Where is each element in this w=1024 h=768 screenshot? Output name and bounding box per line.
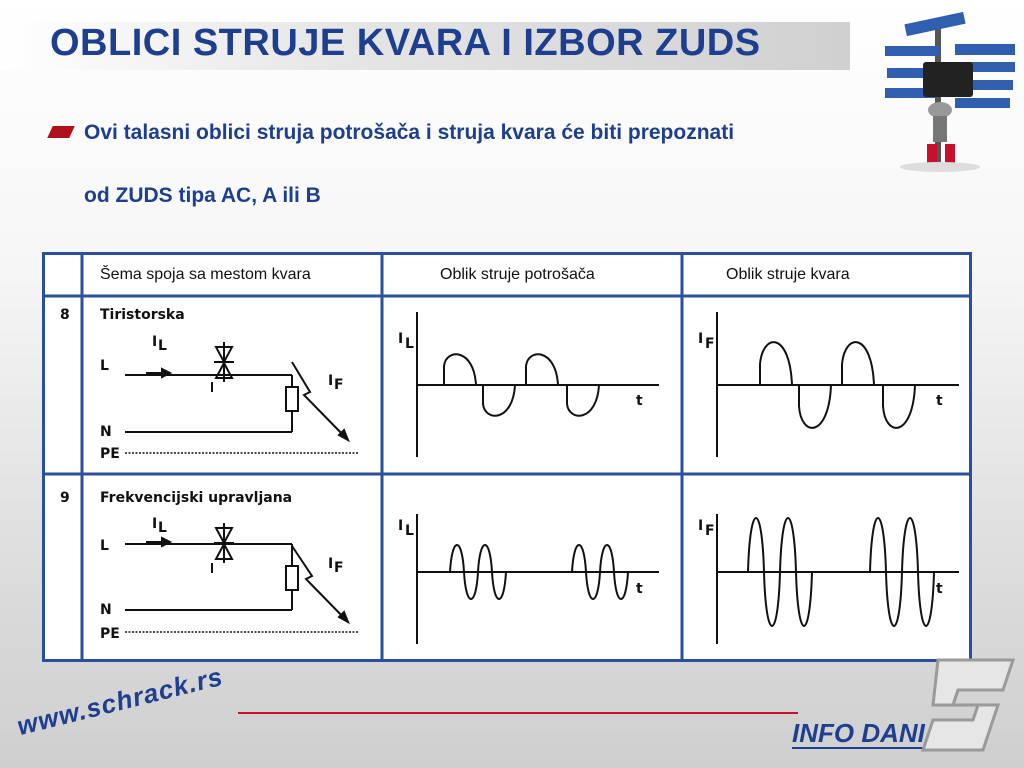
row-9-if-sub: F [334,560,344,576]
row-8-load-axis-sub: L [405,336,414,352]
row-8-il-label: I [152,334,158,350]
row-9-fault-axis-sub: F [705,523,715,539]
row-8-number: 8 [60,307,70,323]
row-8-pe-label: PE [100,446,120,462]
bullet-marker [47,126,75,138]
footer-url-link[interactable]: www.schrack.rs [14,660,227,742]
slide-title: OBLICI STRUJE KVARA I IZBOR ZUDS [50,22,761,64]
header-fault-current: Oblik struje kvara [726,266,850,283]
row-8-load-t-label: t [636,393,643,409]
row-8-il-sub: L [158,338,167,354]
row-9-load-axis-sub: L [405,523,414,539]
brand-text: INFO DANI [792,718,925,748]
table-grid [42,252,972,662]
row-8-l-label: L [100,358,109,374]
row-9-fault-t-label: t [936,581,943,597]
row-9-l-label: L [100,538,109,554]
schrack-s-logo-icon [918,650,1018,760]
row-8-title: Tiristorska [100,307,185,323]
header-load-current: Oblik struje potrošača [440,266,595,283]
info-dani-logo [788,714,938,754]
row-8-if-sub: F [334,377,344,393]
row-9-load-axis-label: I [398,518,404,534]
row-9-title: Frekvencijski upravljana [100,490,293,506]
row-9-if-label: I [328,556,334,572]
row-8-fault-t-label: t [936,393,943,409]
row-9-fault-axis-label: I [698,518,704,534]
header-circuit-diagram: Šema spoja sa mestom kvara [100,266,311,283]
bullet-text-line-2: od ZUDS tipa AC, A ili B [84,184,321,207]
row-9-il-label: I [152,516,158,532]
row-8-n-label: N [100,424,112,440]
footer-divider [238,712,798,714]
row-8-if-label: I [328,373,334,389]
row-8-fault-axis-sub: F [705,336,715,352]
waveform-table [42,252,972,662]
row-9-n-label: N [100,602,112,618]
row-9-il-sub: L [158,520,167,536]
row-9-pe-label: PE [100,626,120,642]
row-9-load-t-label: t [636,581,643,597]
mascot-signpost-illustration [875,12,1020,172]
row-8-load-axis-label: I [398,331,404,347]
row-9-number: 9 [60,490,70,506]
bullet-text-line-1: Ovi talasni oblici struja potrošača i struja kvara će biti prepoznati [84,121,735,144]
row-8-fault-axis-label: I [698,331,704,347]
